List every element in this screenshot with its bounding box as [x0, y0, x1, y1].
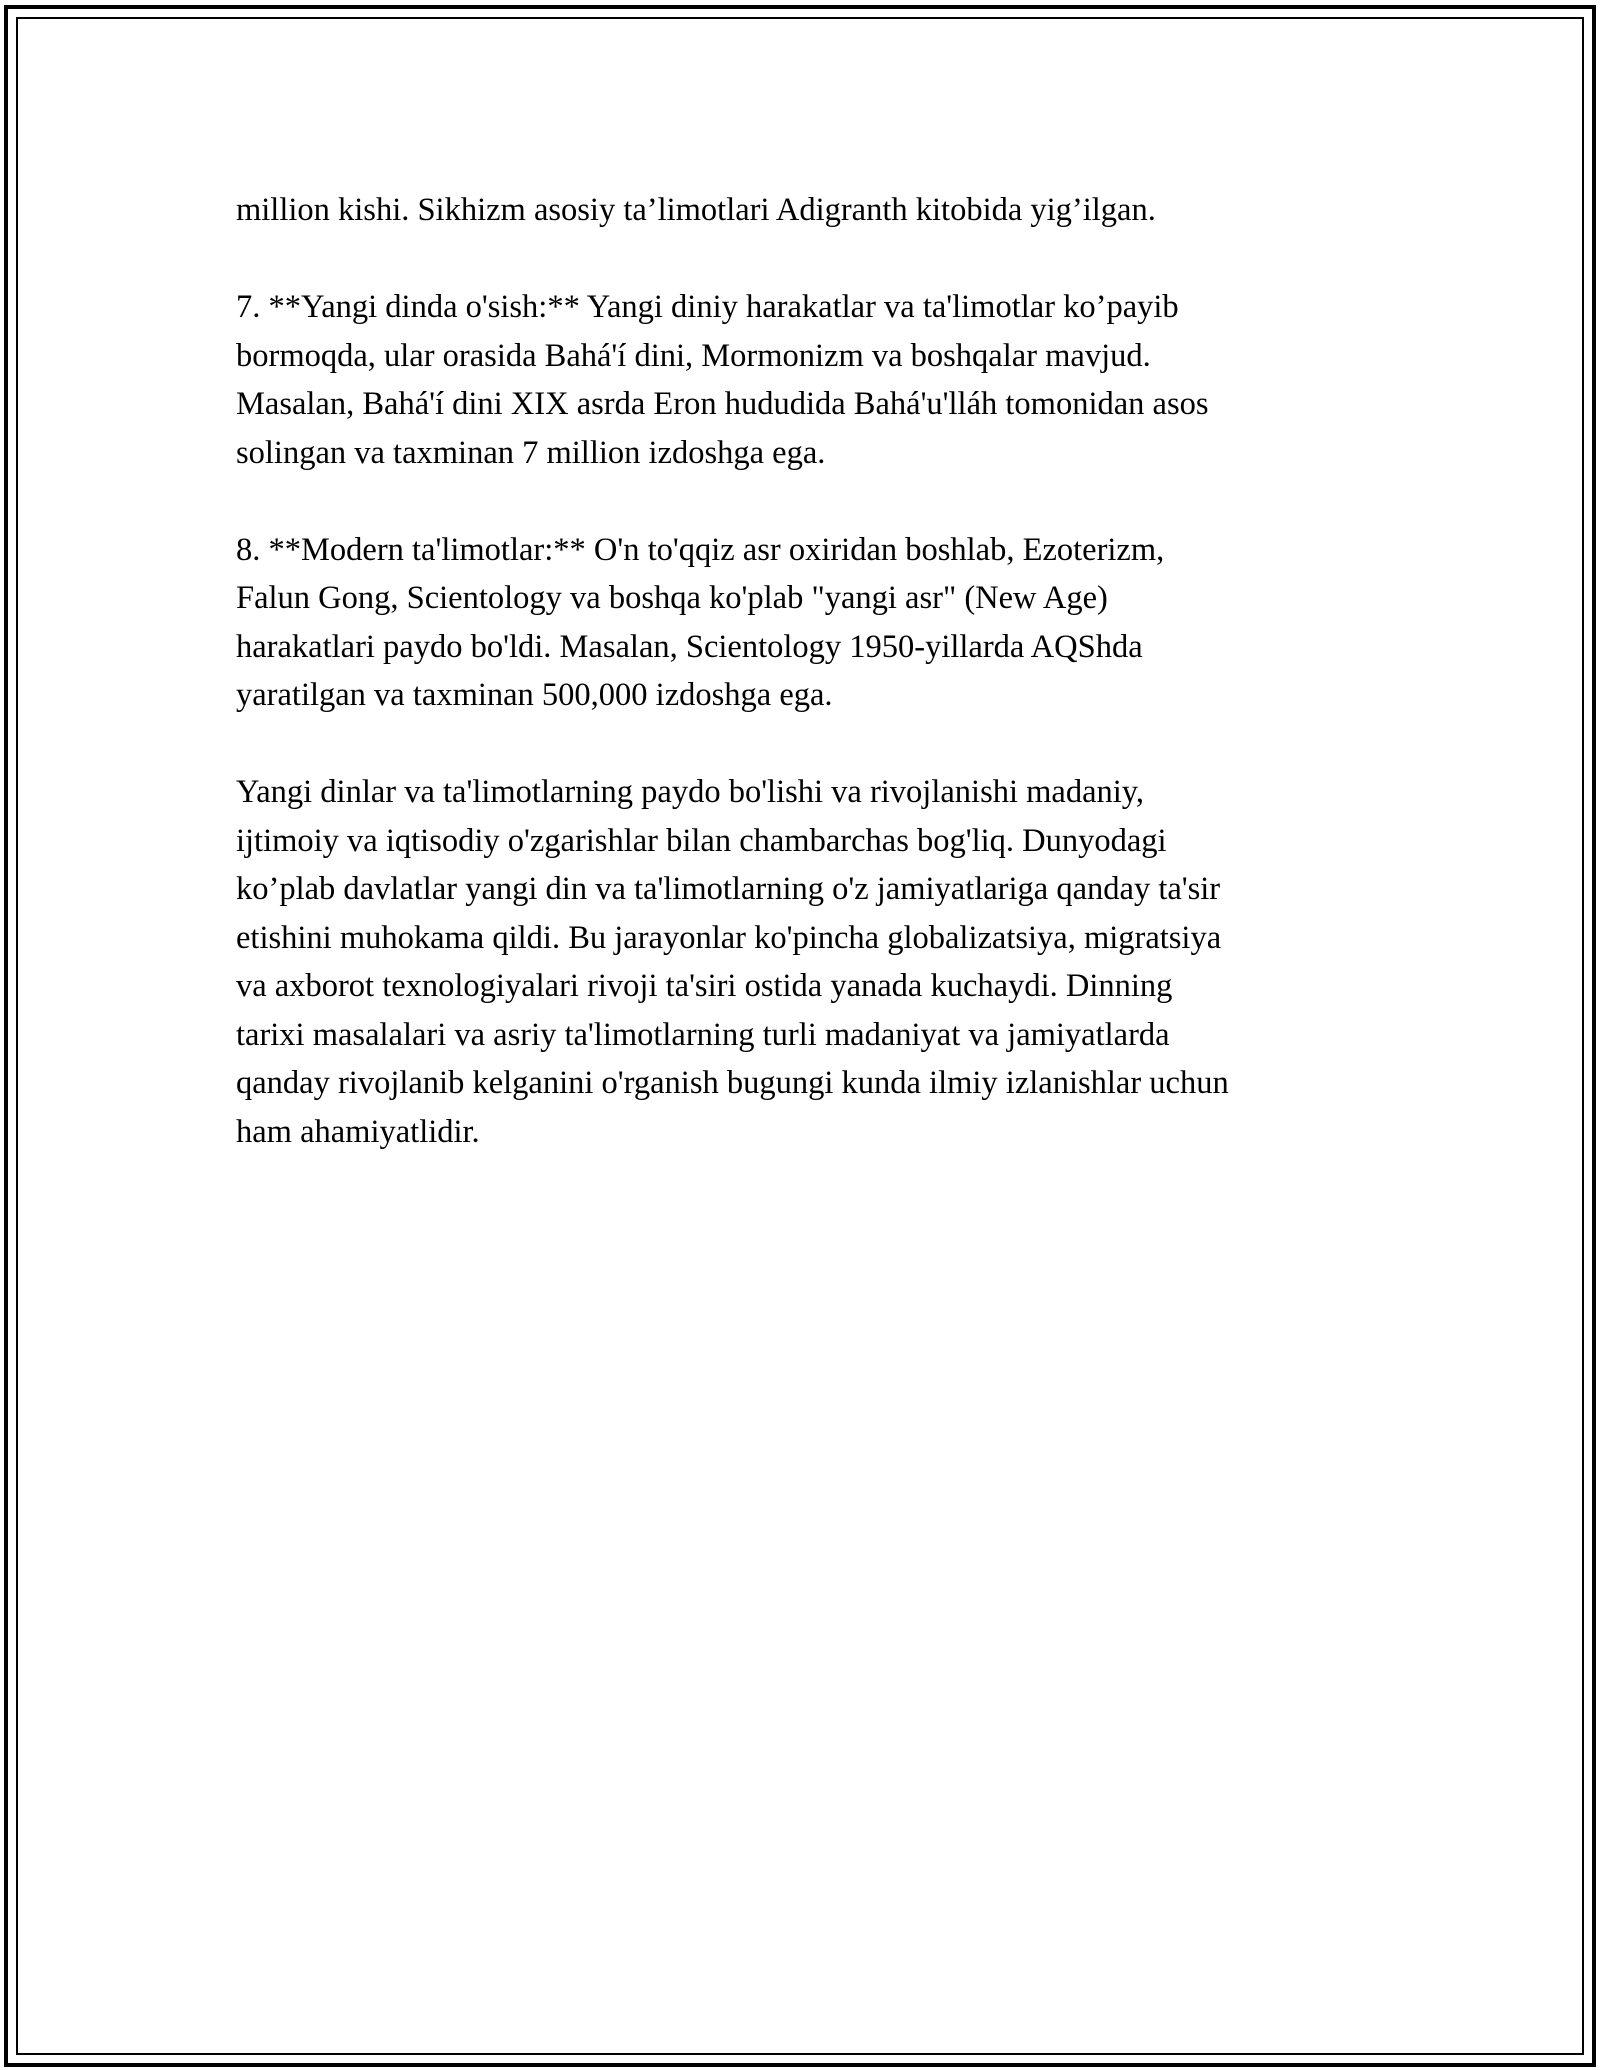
paragraph-item-7-new-religions: 7. **Yangi dinda o'sish:** Yangi diniy harakatlar va ta'limotlar ko’payib bormoqda, ular orasida Bahá'í dini, Mormonizm va boshqalar mavjud. Masalan, Bahá'í dini XIX asrda Eron hududida Bahá'u'lláh tomonidan asos solingan va taxminan 7 million izdoshga ega.	[236, 289, 1209, 471]
paragraph-item-8-modern-teachings: 8. **Modern ta'limotlar:** O'n to'qqiz asr oxiridan boshlab, Ezoterizm, Falun Gong, Scientology va boshqa ko'plab "yangi asr" (New Age) harakatlari paydo bo'ldi. Masalan, Scientology 1950-yillarda AQShda yaratilgan va taxminan 500,000 izdoshga ega.	[236, 531, 1165, 713]
paragraph-conclusion: Yangi dinlar va ta'limotlarning paydo bo'lishi va rivojlanishi madaniy, ijtimoiy va iqtisodiy o'zgarishlar bilan chambarchas bog'liq. Dunyodagi ko’plab davlatlar yangi din va ta'limotlarning o'z jamiyatlariga qanday ta'sir etishini muhokama qildi. Bu jarayonlar ko'pincha globalizatsiya, migratsiya va axborot texnologiyalari rivoji ta'siri ostida yanada kuchaydi. Dinning tarixi masalalari va asriy ta'limotlarning turli madaniyat va jamiyatlarda qanday rivojlanib kelganini o'rganish bugungi kunda ilmiy izlanishlar uchun ham ahamiyatlidir.	[236, 774, 1229, 1150]
paragraph-sikhizm-continuation: million kishi. Sikhizm asosiy ta’limotlari Adigranth kitobida yig’ilgan.	[236, 192, 1156, 228]
document-body	[236, 186, 1372, 1205]
